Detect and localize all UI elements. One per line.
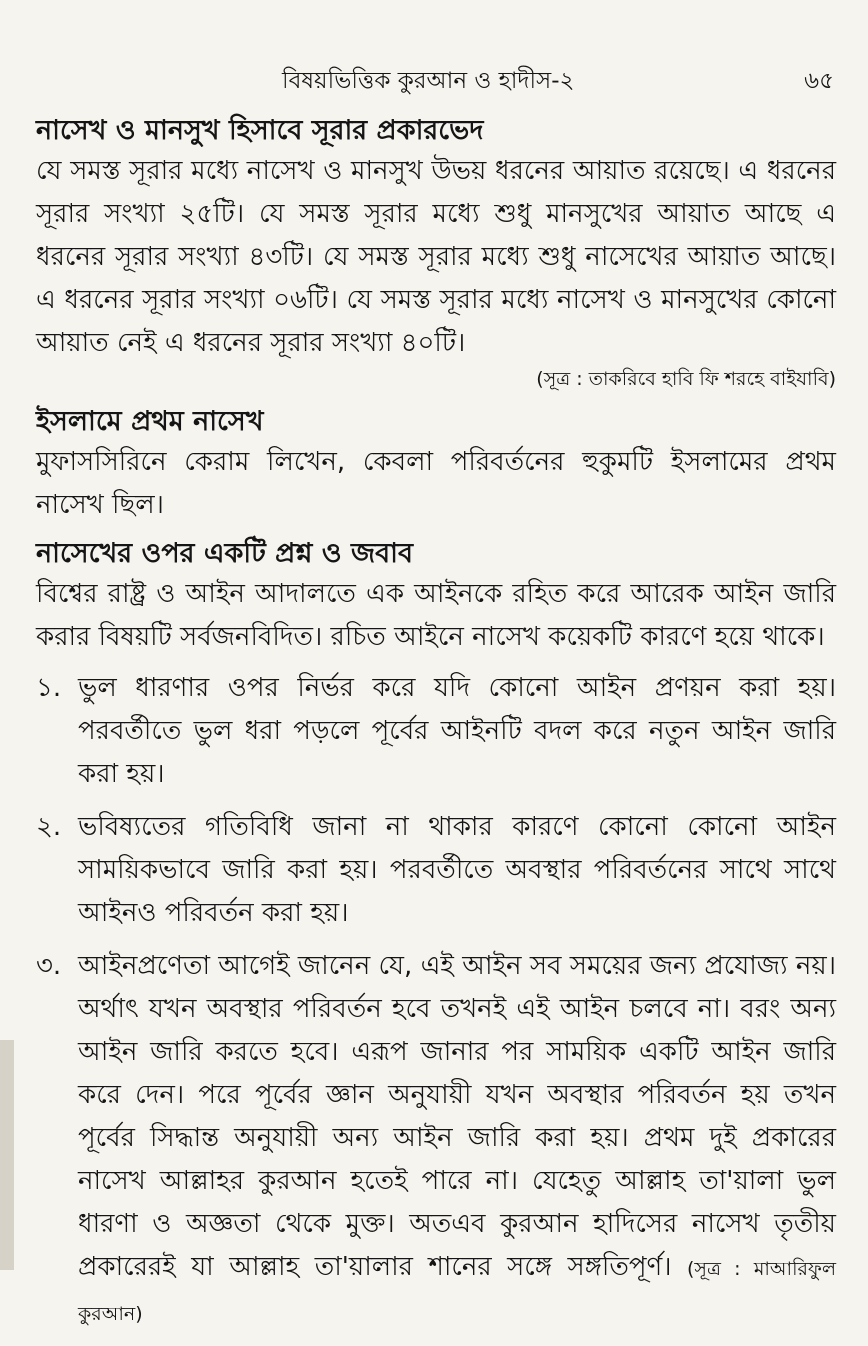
page-header xyxy=(0,62,868,102)
section-heading: ইসলামে প্রথম নাসেখ xyxy=(36,406,264,437)
list-item xyxy=(36,945,836,1336)
spine-text xyxy=(0,1230,1,1312)
list-item-text: ভবিষ্যতের গতিবিধি জানা না থাকার কারণে কোনো কোনো আইন সাময়িকভাবে জারি করা হয়। পরবর্তীতে অবস্থার পরিবর্তনের সাথে সাথে আইনও পরিবর্তন করা হয়। xyxy=(78,812,836,928)
list-item xyxy=(36,667,836,796)
source-citation: (সূত্র : তাকরিবে হাবি ফি শরহে বাইযাবি) xyxy=(536,368,836,390)
section-body: মুফাসসিরিনে কেরাম লিখেন, কেবলা পরিবর্তনের হুকুমটি ইসলামের প্রথম নাসেখ ছিল। xyxy=(36,447,836,520)
list-item-number: ৩. xyxy=(36,951,62,981)
section-heading: নাসেখের ওপর একটি প্রশ্ন ও জবাব xyxy=(36,538,414,569)
book-spine-edge xyxy=(0,1040,14,1270)
list-item-text: ভুল ধারণার ওপর নির্ভর করে যদি কোনো আইন প্রণয়ন করা হয়। পরবর্তীতে ভুল ধরা পড়লে পূর্বের আইনটি বদল করে নতুন আইন জারি করা হয়। xyxy=(78,673,836,789)
list-item xyxy=(36,806,836,935)
section-first-naskh xyxy=(36,403,836,527)
section-heading: নাসেখ ও মানসুখ হিসাবে সূরার প্রকারভেদ xyxy=(36,115,484,146)
page-number: ৬৫ xyxy=(804,68,834,94)
section-types-of-surah xyxy=(36,112,836,393)
source-citation: (সূত্র : মাআরিফুল কুরআন) xyxy=(78,1258,836,1325)
list-item-number: ১. xyxy=(36,673,62,703)
section-body: বিশ্বের রাষ্ট্র ও আইন আদালতে এক আইনকে রহিত করে আরেক আইন জারি করার বিষয়টি সর্বজনবিদিত। রচিত আইনে নাসেখ কয়েকটি কারণে হয়ে থাকে। xyxy=(36,579,836,652)
running-title: বিষয়ভিত্তিক কুরআন ও হাদীস-২ xyxy=(282,68,575,94)
list-item-text-wrapper xyxy=(78,945,836,1336)
page-content xyxy=(36,112,836,1346)
section-body: যে সমস্ত সূরার মধ্যে নাসেখ ও মানসুখ উভয় ধরনের আয়াত রয়েছে। এ ধরনের সূরার সংখ্যা ২৫টি। যে সমস্ত সূরার মধ্যে শুধু মানসুখের আয়াত আছে এ ধরনের সূরার সংখ্যা ৪৩টি। যে সমস্ত সূরার মধ্যে শুধু নাসেখের আয়াত আছে। এ ধরনের সূরার সংখ্যা ০৬টি। যে সমস্ত সূরার মধ্যে নাসেখ ও মানসুখের কোনো আয়াত নেই এ ধরনের সূরার সংখ্যা ৪০টি। xyxy=(36,156,836,358)
list-item-text: আইনপ্রণেতা আগেই জানেন যে, এই আইন সব সময়ের জন্য প্রযোজ্য নয়। অর্থাৎ যখন অবস্থার পরিবর্তন হবে তখনই এই আইন চলবে না। বরং অন্য আইন জারি করতে হবে। এরূপ জানার পর সাময়িক একটি আইন জারি করে দেন। পরে পূর্বের জ্ঞান অনুযায়ী যখন অবস্থার পরিবর্তন হয় তখন পূর্বের সিদ্ধান্ত অনুযায়ী অন্য আইন জারি করা হয়। প্রথম দুই প্রকারের নাসেখ আল্লাহর কুরআন হতেই পারে না। যেহেতু আল্লাহ তা'য়ালা ভুল ধারণা ও অজ্ঞতা থেকে মুক্ত। অতএব কুরআন হাদিসের নাসেখ তৃতীয় প্রকারেরই যা আল্লাহ তা'য়ালার শানের সঙ্গে সঙ্গতিপূর্ণ। xyxy=(78,951,836,1282)
section-question-answer xyxy=(36,535,836,659)
list-item-number: ২. xyxy=(36,812,62,842)
reasons-list xyxy=(36,667,836,1336)
